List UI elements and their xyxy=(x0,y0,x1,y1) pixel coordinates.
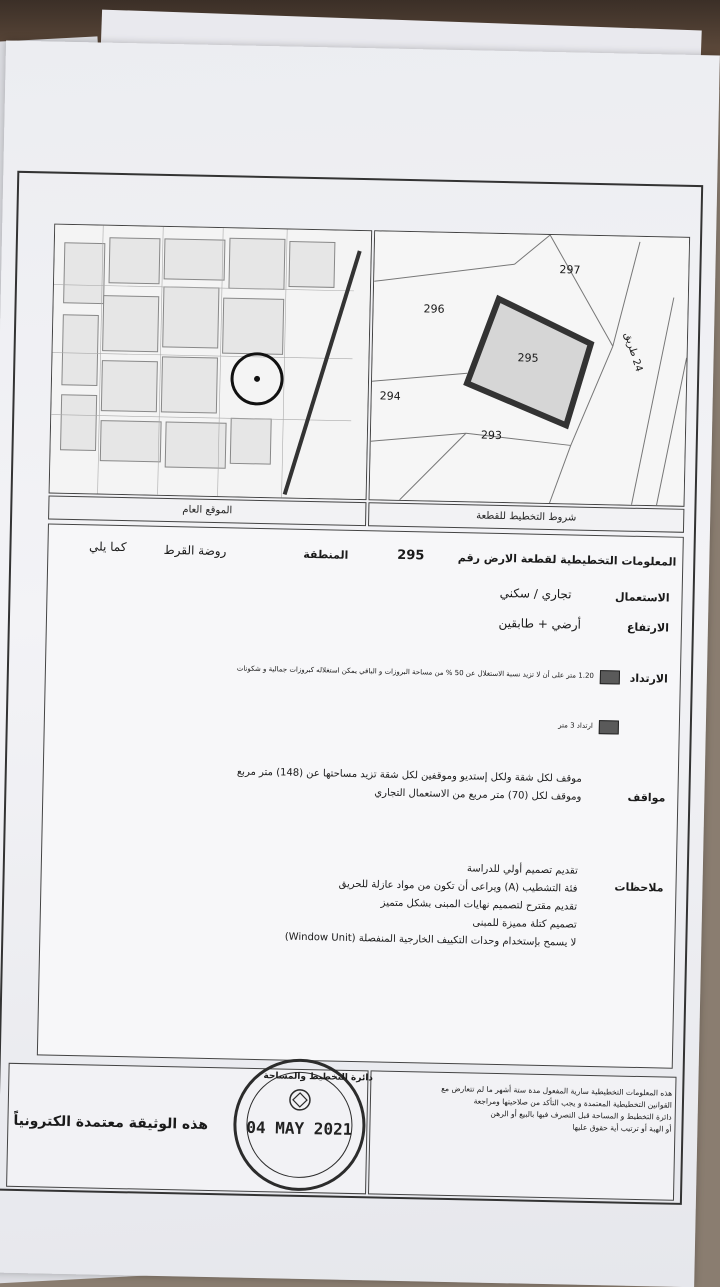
usage-label: الاستعمال xyxy=(614,590,670,605)
note-5: لا يسمح بإستخدام وحدات التكييف الخارجية المنفصلة (Window Unit) xyxy=(284,931,577,949)
parking-line-1: موقف لكل شقة ولكل إستديو وموقفين لكل شقة تزيد مساحتها عن (148) متر مربع xyxy=(236,766,582,785)
note-2: فئة التشطيب (A) ويراعى أن تكون من مواد عازلة للحريق xyxy=(338,878,578,895)
stamp-date: 04 MAY 2021 xyxy=(246,1117,353,1140)
info-panel xyxy=(37,524,684,1069)
disclaimer-line-4: أو الهبة أو ترتيب أية حقوق عليها xyxy=(572,1122,672,1134)
note-4: تصميم كتلة مميزة للمبنى xyxy=(472,917,577,931)
usage-value: تجاري / سكني xyxy=(499,585,572,602)
plot-map-caption: شروط التخطيط للقطعة xyxy=(368,502,684,533)
electronic-approval-note: هذه الوثيقة معتمدة الكترونياً xyxy=(13,1112,209,1133)
parking-label: مواقف xyxy=(627,790,666,805)
as-follows: كما يلي xyxy=(88,539,127,555)
street-label: 24 طريق xyxy=(621,331,645,374)
disclaimer-line-1: هذه المعلومات التخطيطية سارية المفعول مدة ستة أشهر ما لم تتعارض مع xyxy=(441,1083,673,1098)
height-value: أرضي + طابقين xyxy=(498,615,582,632)
height-label: الارتفاع xyxy=(626,620,670,635)
plot-number: 295 xyxy=(397,547,425,564)
emblem-icon xyxy=(285,1088,315,1113)
setback-text-1: 1.20 متر على أن لا تزيد نسبة الاستغلال عن 50 % من مساحة البروزات و الباقي يمكن استغلاله كبروزات جمالية و شكونات xyxy=(236,664,594,680)
setback-swatch-2 xyxy=(599,720,619,734)
area-value: روضة القرط xyxy=(163,542,227,559)
info-header-label: المعلومات التخطيطية لقطعة الارض رقم xyxy=(457,551,677,569)
stamp-top-text: دائرة التخطيط والمساحة xyxy=(263,1071,374,1084)
parking-line-2: وموقف لكل (70) متر مربع من الاستعمال التجاري xyxy=(374,787,582,803)
disclaimer-line-2: القوانين التخطيطية المعتمدة و يجب التأكد من صلاحيتها ومراجعة xyxy=(473,1096,673,1110)
disclaimer-line-3: دائرة التخطيط و المساحة قبل التصرف فيها بالبيع أو الرهن xyxy=(490,1108,672,1122)
setback-label: الارتداد xyxy=(629,671,668,686)
note-1: تقديم تصميم أولي للدراسة xyxy=(466,863,578,877)
plot-label-293: 293 xyxy=(480,428,503,442)
site-map-drawing xyxy=(50,225,372,500)
site-map-panel xyxy=(49,224,373,501)
plot-label-296: 296 xyxy=(423,302,445,316)
document-frame xyxy=(0,171,703,1205)
plot-map-panel xyxy=(369,230,691,507)
setback-text-2: ارتداد 3 متر xyxy=(558,721,593,730)
document-page xyxy=(0,41,720,1287)
plot-label-297: 297 xyxy=(559,263,581,277)
plot-label-295: 295 xyxy=(517,351,539,365)
plot-label-294: 294 xyxy=(379,389,401,403)
notes-label: ملاحظات xyxy=(614,880,664,895)
note-3: تقديم مقترح لتصميم نهايات المبنى بشكل متميز xyxy=(380,897,578,913)
site-map-caption: الموقع العام xyxy=(48,496,366,527)
area-label: المنطقة xyxy=(303,547,349,562)
setback-swatch-1 xyxy=(600,670,620,684)
